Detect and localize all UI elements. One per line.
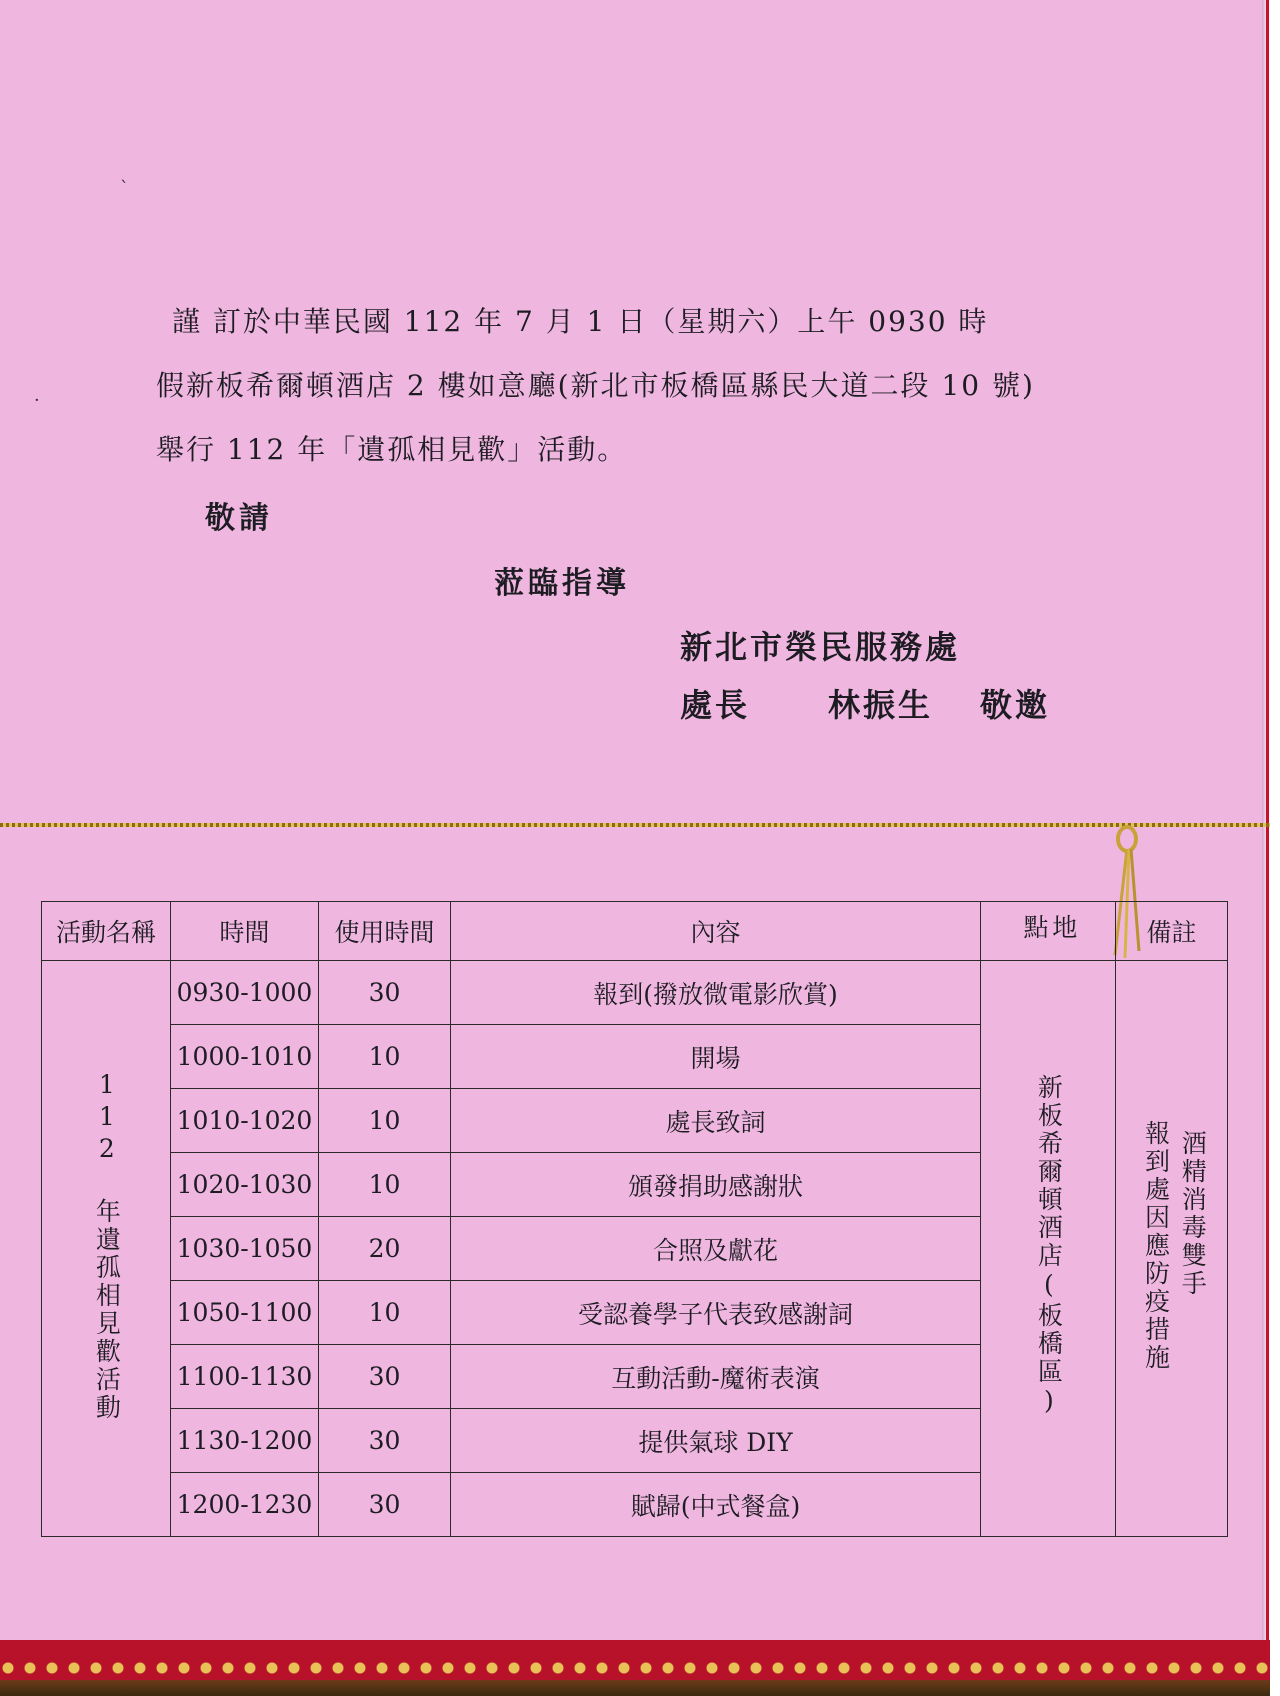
row-content: 報到(撥放微電影欣賞) [451, 961, 981, 1025]
director-name: 林振生 [828, 686, 934, 724]
border-pattern [0, 1656, 1270, 1680]
row-duration: 20 [319, 1217, 451, 1281]
row-time: 0930-1000 [171, 961, 319, 1025]
row-duration: 30 [319, 1345, 451, 1409]
event-name: 112 年遺孤相見歡活動 [92, 1069, 122, 1422]
row-time: 1130-1200 [171, 1409, 319, 1473]
row-time: 1000-1010 [171, 1025, 319, 1089]
row-content: 賦歸(中式餐盒) [451, 1473, 981, 1537]
row-duration: 30 [319, 1473, 451, 1537]
stray-dot: · [34, 390, 40, 411]
invitation-line-date: 謹 訂於中華民國 112 年 7 月 1 日（星期六）上午 0930 時 [172, 305, 989, 338]
remark-line-1: 報到處因應防疫措施 [1141, 1119, 1171, 1372]
header-content: 內容 [451, 902, 981, 961]
border-shadow [0, 1680, 1270, 1696]
director-title: 處長 [680, 686, 751, 724]
row-duration: 30 [319, 1409, 451, 1473]
row-content: 頒發捐助感謝狀 [451, 1153, 981, 1217]
row-time: 1020-1030 [171, 1153, 319, 1217]
gold-cord [0, 823, 1270, 827]
stray-mark: ˋ [120, 178, 129, 199]
remark-line-2: 酒精消毒雙手 [1178, 1129, 1208, 1298]
row-duration: 10 [319, 1089, 451, 1153]
invite-word: 敬邀 [980, 686, 1051, 724]
respect-text: 敬請 [205, 501, 273, 536]
row-content: 互動活動-魔術表演 [451, 1345, 981, 1409]
header-duration: 使用時間 [319, 902, 451, 961]
row-time: 1010-1020 [171, 1089, 319, 1153]
row-time: 1100-1130 [171, 1345, 319, 1409]
row-time: 1200-1230 [171, 1473, 319, 1537]
schedule-header-row [42, 902, 1228, 961]
row-content: 合照及獻花 [451, 1217, 981, 1281]
organizer-name: 新北市榮民服務處 [680, 628, 961, 666]
row-time: 1030-1050 [171, 1217, 319, 1281]
row-time: 1050-1100 [171, 1281, 319, 1345]
guidance-text: 蒞臨指導 [494, 566, 630, 601]
row-content: 受認養學子代表致感謝詞 [451, 1281, 981, 1345]
row-content: 處長致詞 [451, 1089, 981, 1153]
location-cell [981, 961, 1116, 1537]
row-content: 提供氣球 DIY [451, 1409, 981, 1473]
row-content: 開場 [451, 1025, 981, 1089]
row-duration: 30 [319, 961, 451, 1025]
location-text: 新板希爾頓酒店(板橋區) [1034, 1073, 1064, 1418]
decorative-border [0, 1640, 1270, 1696]
header-time: 時間 [171, 902, 319, 961]
header-event: 活動名稱 [42, 902, 171, 961]
card-edge [1262, 0, 1280, 1696]
row-duration: 10 [319, 1025, 451, 1089]
header-remark: 備註 [1116, 902, 1228, 961]
row-duration: 10 [319, 1281, 451, 1345]
table-row [42, 961, 1228, 1025]
invitation-line-venue: 假新板希爾頓酒店 2 樓如意廳(新北市板橋區縣民大道二段 10 號) [156, 369, 1035, 402]
row-duration: 10 [319, 1153, 451, 1217]
schedule-table [41, 901, 1228, 1537]
remark-cell [1116, 961, 1228, 1537]
event-name-cell [42, 961, 171, 1537]
header-location: 地點 [981, 902, 1116, 961]
invitation-line-event: 舉行 112 年「遺孤相見歡」活動。 [156, 433, 628, 466]
